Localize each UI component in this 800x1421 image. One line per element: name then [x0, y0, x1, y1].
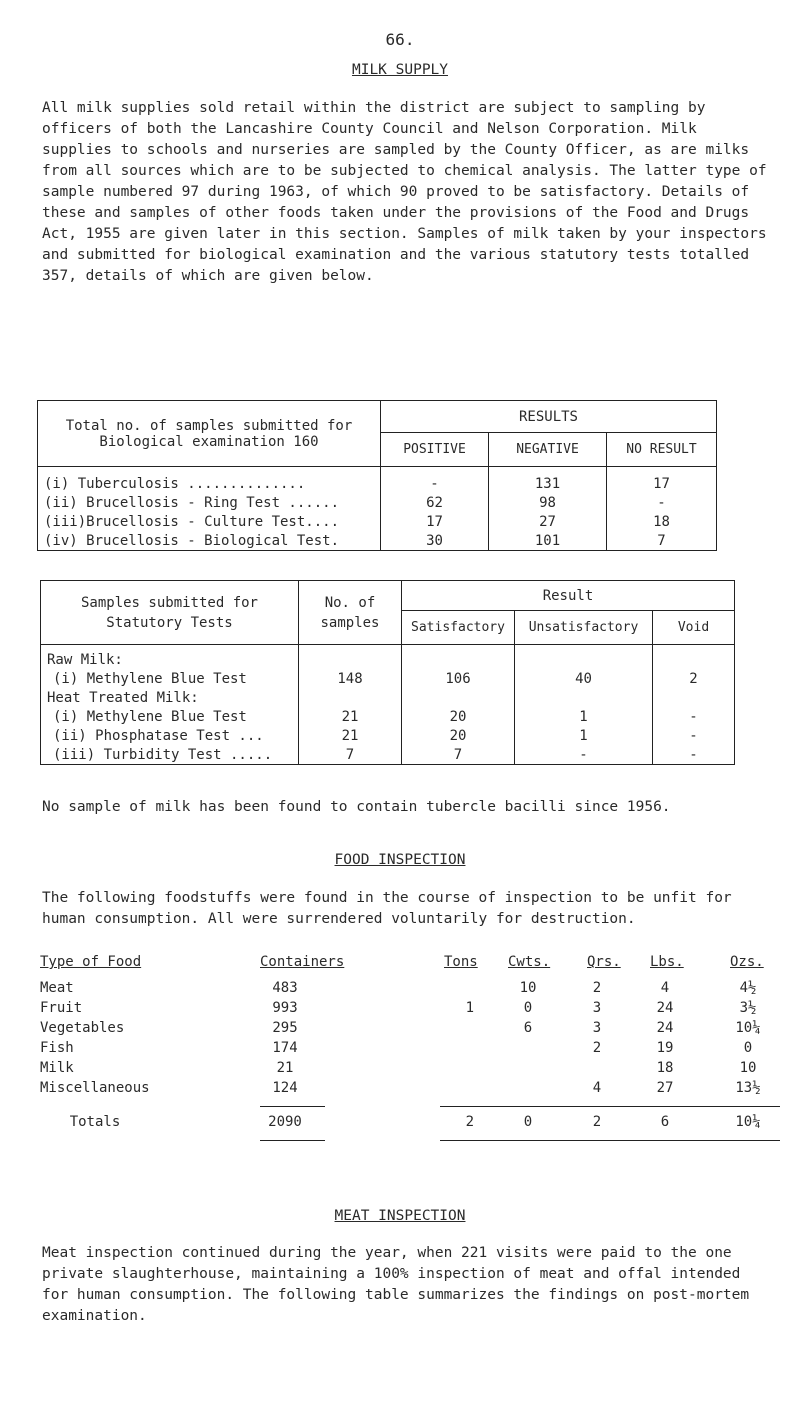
food-type-cell: Fruit	[40, 1000, 83, 1016]
positive-cell: -	[381, 475, 489, 494]
food-row	[40, 1000, 780, 1020]
food-lbs-cell: 27	[656, 1080, 674, 1096]
satisfactory-cell: 20	[402, 708, 515, 727]
table-row	[38, 513, 717, 532]
food-cwts-cell: 0	[523, 1000, 533, 1016]
food-row	[40, 980, 780, 1000]
row-label: (iv) Brucellosis - Biological Test.	[38, 532, 381, 551]
totals-tons: 2	[465, 1114, 474, 1130]
table-row	[41, 727, 735, 746]
row-label: (i) Tuberculosis ..............	[38, 475, 381, 494]
table-row	[38, 494, 717, 513]
positive-cell: 30	[381, 532, 489, 551]
table-row	[41, 670, 735, 689]
food-inspection-heading: FOOD INSPECTION	[334, 852, 466, 868]
negative-cell: 27	[489, 513, 607, 532]
food-type-cell: Vegetables	[40, 1020, 125, 1036]
bio-header-left: Total no. of samples submitted for Biological examination 160	[38, 401, 381, 467]
food-qrs-cell: 3	[592, 1020, 602, 1036]
satisfactory-cell	[402, 689, 515, 708]
food-inspection-table	[40, 954, 780, 1144]
no-result-cell: 18	[607, 513, 717, 532]
food-ozs-cell: 4½	[739, 980, 757, 996]
stat-header-result: Result	[402, 581, 735, 611]
statutory-tests-table	[40, 580, 735, 765]
table-row	[41, 746, 735, 765]
col-cwts: Cwts.	[508, 954, 551, 970]
food-lbs-cell: 24	[656, 1020, 674, 1036]
satisfactory-cell: 20	[402, 727, 515, 746]
totals-ozs: 10¼	[735, 1114, 761, 1130]
col-lbs: Lbs.	[650, 954, 684, 970]
samples-cell: 7	[299, 746, 402, 765]
no-result-cell: 7	[607, 532, 717, 551]
food-qrs-cell: 3	[592, 1000, 602, 1016]
col-containers: Containers	[260, 954, 345, 970]
food-lbs-cell: 18	[656, 1060, 674, 1076]
void-cell: -	[653, 708, 735, 727]
food-ozs-cell: 3½	[739, 1000, 757, 1016]
unsatisfactory-cell: 1	[515, 727, 653, 746]
void-cell	[653, 689, 735, 708]
col-type: Type of Food	[40, 954, 142, 970]
meat-paragraph: Meat inspection continued during the year, when 221 visits were paid to the one private slaughterhouse, maintaining a 100% inspection of meat and offal intended for human consumption. The following table summarizes the findings on post-mortem examination.	[42, 1245, 758, 1324]
negative-cell: 131	[489, 475, 607, 494]
samples-cell: 148	[299, 670, 402, 689]
row-label: Heat Treated Milk:	[41, 689, 299, 708]
row-label: Raw Milk:	[41, 651, 299, 670]
col-ozs: Ozs.	[730, 954, 764, 970]
milk-paragraph: All milk supplies sold retail within the district are subject to sampling by officers of both the Lancashire County Council and Nelson Corporation. Milk supplies to schools and nurseries are sampled by the County Officer, as are milks from all sources which are to be subjected to chemical analysis. The latter type of sample numbered 97 during 1963, of which 90 proved to be satisfactory. Details of these and samples of other foods taken under the provisions of the Food and Drugs Act, 1955 are given later in this section. Samples of milk taken by your inspectors and submitted for biological examination and the various statutory tests totalled 357, details of which are given below.	[42, 100, 776, 284]
food-containers-cell: 483	[272, 980, 298, 996]
void-cell: -	[653, 727, 735, 746]
stat-header-no: No. of samples	[299, 581, 402, 645]
page-number: 66.	[385, 30, 415, 49]
food-type-cell: Fish	[40, 1040, 74, 1056]
totals-label: Totals	[69, 1114, 121, 1130]
samples-cell: 21	[299, 727, 402, 746]
food-ozs-cell: 13½	[735, 1080, 761, 1096]
food-containers-cell: 21	[276, 1060, 294, 1076]
food-header-row	[40, 954, 780, 980]
food-row	[40, 1020, 780, 1040]
col-qrs: Qrs.	[587, 954, 621, 970]
negative-cell: 101	[489, 532, 607, 551]
bio-col-negative: NEGATIVE	[489, 433, 607, 467]
row-label: (iii)Brucellosis - Culture Test....	[38, 513, 381, 532]
positive-cell: 17	[381, 513, 489, 532]
food-totals-row	[40, 1114, 780, 1134]
row-label: (i) Methylene Blue Test	[41, 708, 299, 727]
food-ozs-cell: 0	[743, 1040, 753, 1056]
food-containers-cell: 993	[272, 1000, 298, 1016]
table-row	[38, 532, 717, 551]
bio-header-results: RESULTS	[381, 401, 717, 433]
food-paragraph: The following foodstuffs were found in the course of inspection to be unfit for human consumption. All were surrendered voluntarily for destruction.	[42, 890, 741, 927]
totals-qrs: 2	[592, 1114, 602, 1130]
row-label: (ii) Brucellosis - Ring Test ......	[38, 494, 381, 513]
milk-supply-heading: MILK SUPPLY	[351, 62, 449, 78]
negative-cell: 98	[489, 494, 607, 513]
food-type-cell: Meat	[40, 980, 74, 996]
food-tons-cell: 1	[465, 1000, 474, 1016]
samples-cell	[299, 651, 402, 670]
void-cell: 2	[653, 670, 735, 689]
void-cell: -	[653, 746, 735, 765]
food-lbs-cell: 4	[660, 980, 670, 996]
no-result-cell: 17	[607, 475, 717, 494]
food-type-cell: Miscellaneous	[40, 1080, 150, 1096]
food-lbs-cell: 24	[656, 1000, 674, 1016]
food-qrs-cell: 2	[592, 980, 602, 996]
food-qrs-cell: 4	[592, 1080, 602, 1096]
stat-col-satisfactory: Satisfactory	[402, 611, 515, 645]
unsatisfactory-cell	[515, 651, 653, 670]
totals-lbs: 6	[660, 1114, 670, 1130]
satisfactory-cell: 106	[402, 670, 515, 689]
food-row	[40, 1080, 780, 1100]
row-label: (i) Methylene Blue Test	[41, 670, 299, 689]
tubercle-paragraph: No sample of milk has been found to contain tubercle bacilli since 1956.	[42, 799, 671, 815]
totals-cwts: 0	[523, 1114, 533, 1130]
table-row	[38, 475, 717, 494]
totals-containers: 2090	[268, 1114, 302, 1130]
col-tons: Tons	[444, 954, 478, 970]
food-type-cell: Milk	[40, 1060, 74, 1076]
unsatisfactory-cell: -	[515, 746, 653, 765]
food-ozs-cell: 10¼	[735, 1020, 761, 1036]
unsatisfactory-cell: 1	[515, 708, 653, 727]
food-qrs-cell: 2	[592, 1040, 602, 1056]
meat-inspection-heading: MEAT INSPECTION	[334, 1208, 466, 1224]
table-row	[41, 651, 735, 670]
stat-header-left: Samples submitted for Statutory Tests	[41, 581, 299, 645]
food-row	[40, 1040, 780, 1060]
biological-exam-table	[37, 400, 717, 551]
food-row	[40, 1060, 780, 1080]
void-cell	[653, 651, 735, 670]
samples-cell	[299, 689, 402, 708]
food-containers-cell: 124	[272, 1080, 298, 1096]
row-label: (iii) Turbidity Test .....	[41, 746, 299, 765]
table-row	[41, 708, 735, 727]
food-cwts-cell: 10	[519, 980, 537, 996]
food-containers-cell: 174	[272, 1040, 298, 1056]
stat-col-void: Void	[653, 611, 735, 645]
food-containers-cell: 295	[272, 1020, 298, 1036]
stat-col-unsatisfactory: Unsatisfactory	[515, 611, 653, 645]
samples-cell: 21	[299, 708, 402, 727]
bio-col-no-result: NO RESULT	[607, 433, 717, 467]
no-result-cell: -	[607, 494, 717, 513]
unsatisfactory-cell: 40	[515, 670, 653, 689]
unsatisfactory-cell	[515, 689, 653, 708]
food-lbs-cell: 19	[656, 1040, 674, 1056]
bio-col-positive: POSITIVE	[381, 433, 489, 467]
row-label: (ii) Phosphatase Test ...	[41, 727, 299, 746]
satisfactory-cell	[402, 651, 515, 670]
satisfactory-cell: 7	[402, 746, 515, 765]
positive-cell: 62	[381, 494, 489, 513]
table-row	[41, 689, 735, 708]
food-cwts-cell: 6	[523, 1020, 533, 1036]
food-ozs-cell: 10	[739, 1060, 757, 1076]
